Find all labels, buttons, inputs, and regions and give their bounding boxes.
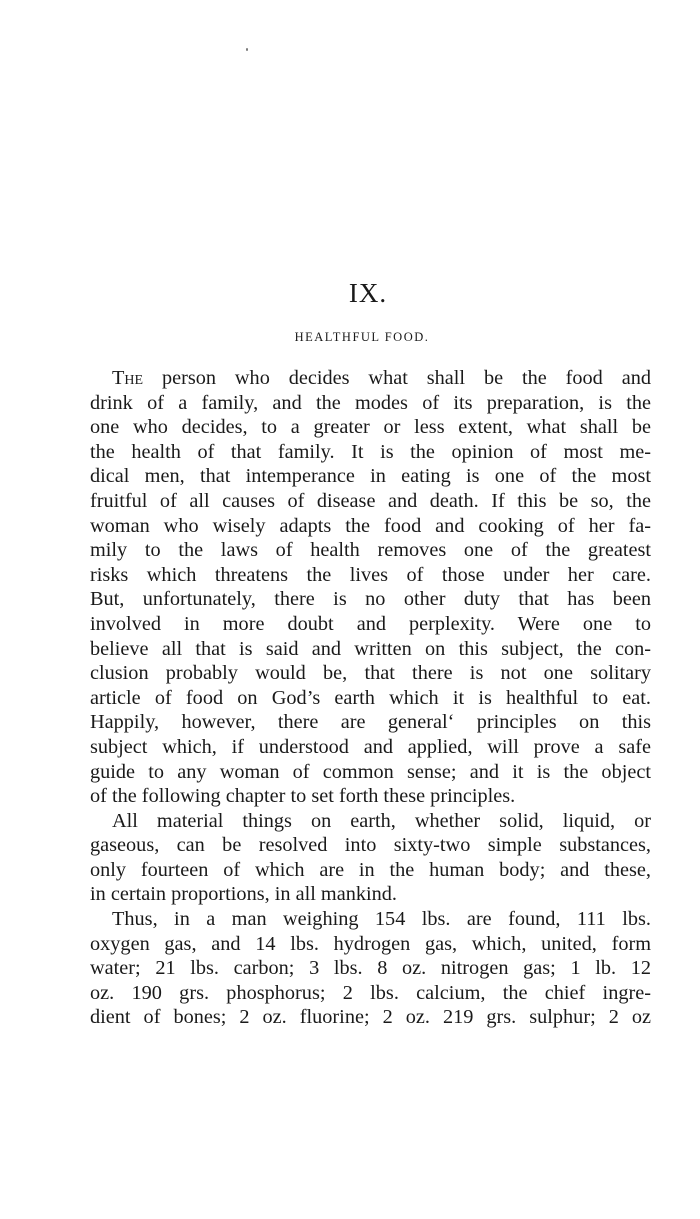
paragraph-1 (68, 366, 651, 809)
text-line: the health of that family. It is the opinion of most me- (90, 440, 651, 463)
text-line: water; 21 lbs. carbon; 3 lbs. 8 oz. nitrogen gas; 1 lb. 12 (90, 957, 651, 980)
lead-word: The (112, 367, 144, 389)
text-line: one who decides, to a greater or less extent, what shall be (90, 416, 651, 439)
paragraph-3 (68, 907, 651, 1030)
text-line: subject which, if understood and applied, will prove a safe (90, 735, 651, 758)
text-line: dient of bones; 2 oz. fluorine; 2 oz. 219 grs. sulphur; 2 oz (90, 1006, 651, 1029)
text-line: All material things on earth, whether solid, liquid, or (112, 809, 651, 832)
text-line: in certain proportions, in all mankind. (90, 883, 397, 906)
text-line: But, unfortunately, there is no other duty that has been (90, 588, 651, 611)
text-line: oz. 190 grs. phosphorus; 2 lbs. calcium, the chief ingre- (90, 981, 651, 1004)
body-text (68, 366, 651, 1030)
text-line: article of food on God’s earth which it is healthful to eat. (90, 686, 651, 709)
text-line: involved in more doubt and perplexity. Were one to (90, 612, 651, 635)
text-line: guide to any woman of common sense; and it is the object (90, 760, 651, 783)
text-line: dical men, that intemperance in eating is one of the most (90, 465, 651, 488)
text-line: of the following chapter to set forth these principles. (90, 785, 516, 808)
text-line: Happily, however, there are general‘ principles on this (90, 711, 651, 734)
text-line: Thus, in a man weighing 154 lbs. are found, 111 lbs. (112, 908, 651, 931)
text-line: risks which threatens the lives of those under her care. (90, 563, 651, 586)
text-line: The person who decides what shall be the food and (112, 367, 651, 389)
text-line: only fourteen of which are in the human body; and these, (90, 858, 651, 881)
text-line: mily to the laws of health removes one of the greatest (90, 539, 651, 562)
paragraph-2 (68, 809, 651, 907)
text-line: woman who wisely adapts the food and cooking of her fa- (90, 514, 651, 537)
chapter-title: HEALTHFUL FOOD. (294, 330, 430, 344)
text-line: oxygen gas, and 14 lbs. hydrogen gas, which, united, form (90, 932, 651, 955)
text-line: fruitful of all causes of disease and death. If this be so, the (90, 489, 651, 512)
text-line: gaseous, can be resolved into sixty-two simple substances, (90, 834, 651, 857)
text-line: drink of a family, and the modes of its preparation, is the (90, 391, 651, 414)
chapter-number: IX. (348, 278, 388, 308)
print-speck (246, 48, 248, 51)
text-line: believe all that is said and written on this subject, the con- (90, 637, 651, 660)
text-line: clusion probably would be, that there is not one solitary (90, 662, 651, 685)
